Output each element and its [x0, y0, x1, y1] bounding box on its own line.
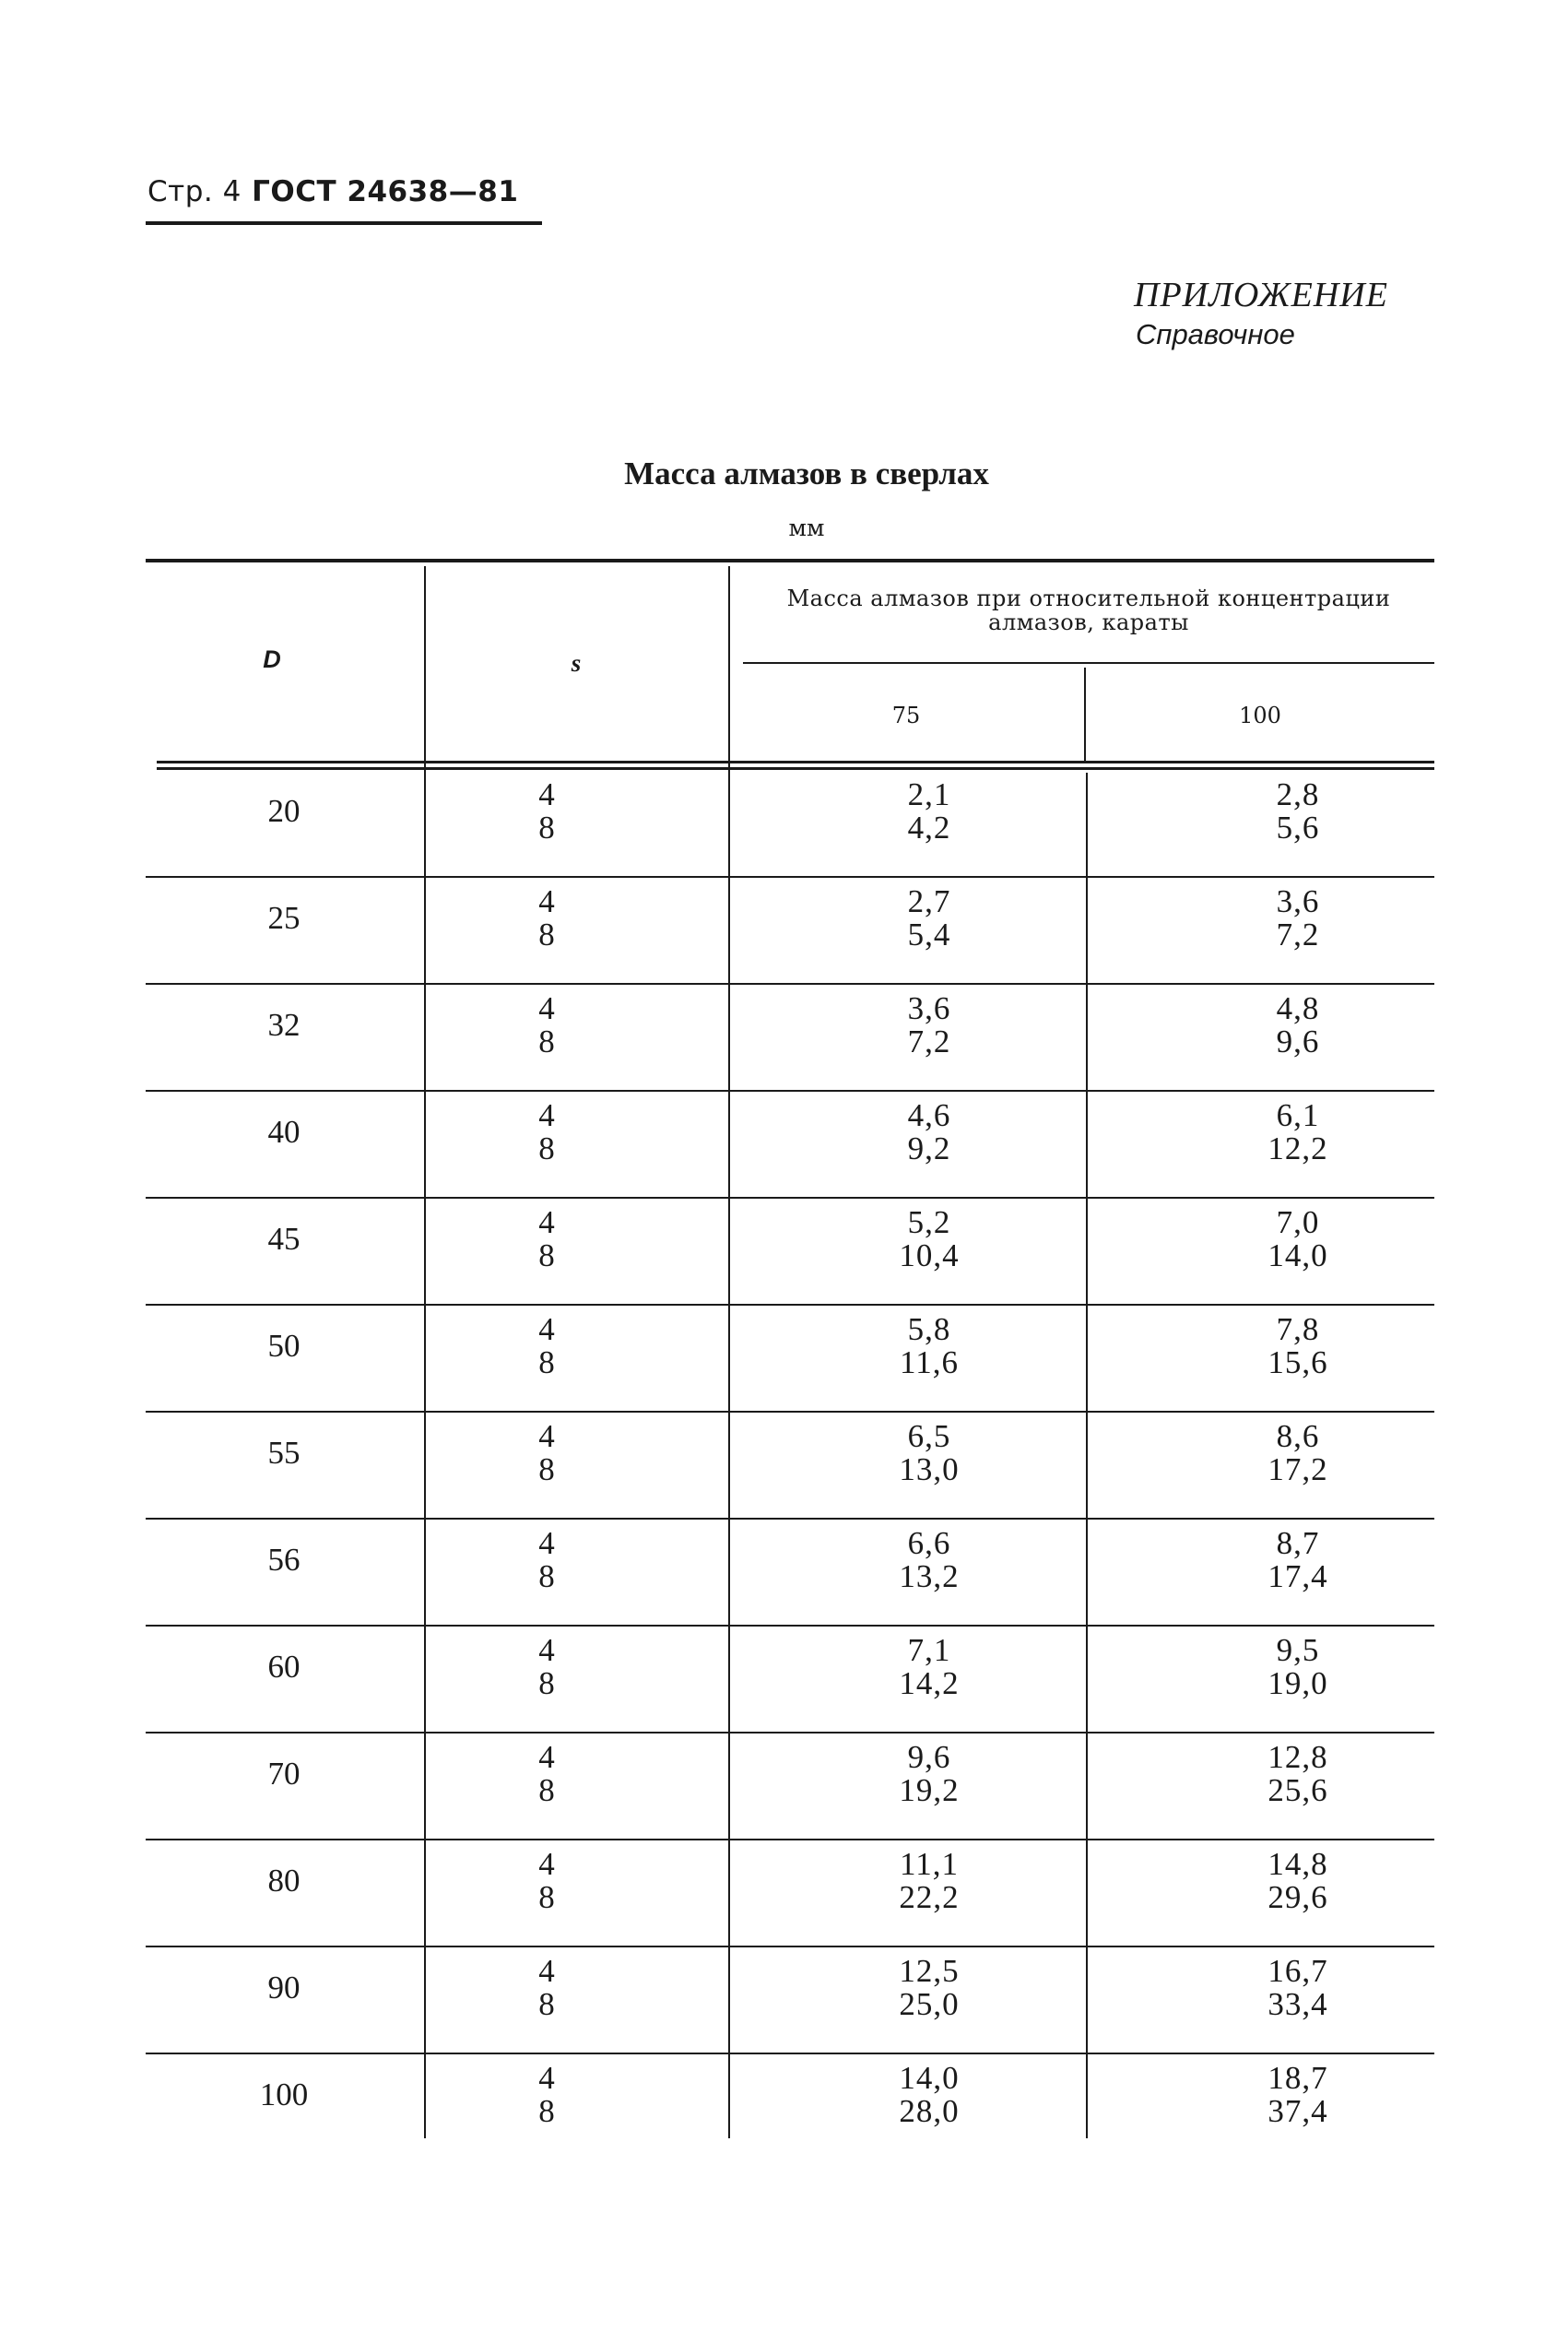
cell-mass-100	[1197, 1206, 1399, 1272]
cell-s-value: 4	[538, 1739, 555, 1775]
cell-mass-75	[828, 1313, 1031, 1379]
table-row	[146, 1092, 1434, 1199]
cell-d: 80	[267, 1863, 301, 1899]
cell-mass-value: 8,6	[1276, 1418, 1320, 1454]
cell-mass-value: 6,6	[907, 1525, 951, 1561]
cell-mass-value: 7,2	[907, 1024, 951, 1059]
cell-mass-100	[1197, 1741, 1399, 1807]
table-row	[146, 771, 1434, 878]
cell-s-value: 8	[538, 917, 555, 953]
cell-mass-100	[1197, 1313, 1399, 1379]
cell-s-value: 4	[538, 1311, 555, 1347]
cell-mass-value: 28,0	[899, 2093, 960, 2129]
cell-mass-value: 37,4	[1267, 2093, 1328, 2129]
appendix-subtitle: Справочное	[1136, 318, 1295, 350]
cell-mass-value: 5,4	[907, 917, 951, 953]
cell-d: 60	[267, 1649, 301, 1685]
standard-number: ГОСТ 24638—81	[252, 175, 519, 208]
cell-s	[524, 2062, 570, 2128]
header-subdivider	[743, 662, 1434, 664]
cell-s	[524, 778, 570, 845]
cell-d: 32	[267, 1007, 301, 1043]
cell-mass-value: 4,8	[1276, 990, 1320, 1026]
cell-mass-75	[828, 1848, 1031, 1914]
cell-d: 45	[267, 1221, 301, 1257]
table-row	[146, 2054, 1434, 2161]
cell-mass-value: 6,1	[1276, 1097, 1320, 1133]
cell-s	[524, 1420, 570, 1486]
table-row	[146, 1840, 1434, 1947]
cell-mass-100	[1197, 992, 1399, 1059]
cell-s	[524, 885, 570, 952]
cell-mass-value: 2,7	[907, 883, 951, 919]
cell-mass-100	[1197, 1955, 1399, 2021]
cell-mass-value: 19,0	[1267, 1665, 1328, 1701]
header-mass-line: алмазов, караты	[988, 609, 1189, 635]
cell-mass-value: 14,0	[899, 2060, 960, 2096]
table-row	[146, 1306, 1434, 1413]
header-mass-line: Масса алмазов при относительной концентрации	[786, 586, 1391, 611]
cell-s-value: 4	[538, 2060, 555, 2096]
cell-mass-value: 13,0	[899, 1451, 960, 1487]
cell-mass-value: 9,5	[1276, 1632, 1320, 1668]
cell-mass-value: 17,4	[1267, 1558, 1328, 1594]
cell-d: 70	[267, 1756, 301, 1792]
cell-mass-value: 16,7	[1267, 1953, 1328, 1989]
cell-mass-value: 14,8	[1267, 1846, 1328, 1882]
cell-s-value: 8	[538, 1237, 555, 1273]
header-col-100: 100	[1239, 703, 1281, 728]
cell-mass-100	[1197, 1099, 1399, 1166]
table-row	[146, 985, 1434, 1092]
cell-s-value: 8	[538, 1344, 555, 1380]
cell-mass-value: 17,2	[1267, 1451, 1328, 1487]
cell-mass-75	[828, 1099, 1031, 1166]
cell-mass-value: 12,2	[1267, 1130, 1328, 1166]
cell-mass-value: 12,8	[1267, 1739, 1328, 1775]
cell-s-value: 4	[538, 1525, 555, 1561]
table-title: Масса алмазов в сверлах	[624, 456, 989, 491]
cell-s-value: 4	[538, 1097, 555, 1133]
cell-mass-value: 14,2	[899, 1665, 960, 1701]
cell-mass-value: 11,1	[900, 1846, 959, 1882]
table-row	[146, 1733, 1434, 1840]
cell-mass-value: 18,7	[1267, 2060, 1328, 2096]
cell-s-value: 4	[538, 1846, 555, 1882]
header-col-75: 75	[891, 703, 921, 728]
cell-mass-100	[1197, 778, 1399, 845]
cell-mass-100	[1197, 1527, 1399, 1593]
table-row	[146, 878, 1434, 985]
cell-mass-value: 9,6	[907, 1739, 951, 1775]
cell-mass-value: 25,6	[1267, 1772, 1328, 1808]
header-mass-group	[743, 586, 1434, 634]
cell-mass-value: 2,1	[907, 776, 951, 812]
cell-d: 25	[267, 900, 301, 936]
cell-s	[524, 1848, 570, 1914]
cell-mass-100	[1197, 1420, 1399, 1486]
cell-mass-75	[828, 1741, 1031, 1807]
cell-mass-value: 3,6	[1276, 883, 1320, 919]
cell-s	[524, 1634, 570, 1700]
cell-mass-value: 7,2	[1276, 917, 1320, 953]
cell-s	[524, 1313, 570, 1379]
cell-d: 20	[267, 793, 301, 829]
cell-mass-value: 25,0	[899, 1986, 960, 2022]
header-rule	[146, 221, 542, 225]
cell-s	[524, 1955, 570, 2021]
cell-d: 100	[259, 2077, 309, 2112]
cell-mass-100	[1197, 2062, 1399, 2128]
header-d: D	[263, 645, 281, 673]
cell-mass-value: 9,2	[907, 1130, 951, 1166]
header-double-rule	[157, 761, 1434, 763]
table-row	[146, 1627, 1434, 1733]
cell-d: 56	[267, 1542, 301, 1578]
cell-mass-75	[828, 1420, 1031, 1486]
table-unit: мм	[788, 515, 825, 541]
cell-s-value: 4	[538, 1632, 555, 1668]
cell-s-value: 8	[538, 1451, 555, 1487]
cell-mass-100	[1197, 1848, 1399, 1914]
cell-s	[524, 1741, 570, 1807]
cell-mass-value: 7,8	[1276, 1311, 1320, 1347]
table-row	[146, 1413, 1434, 1520]
cell-mass-75	[828, 885, 1031, 952]
cell-mass-value: 19,2	[899, 1772, 960, 1808]
cell-mass-value: 10,4	[899, 1237, 960, 1273]
cell-d: 40	[267, 1114, 301, 1150]
cell-mass-75	[828, 992, 1031, 1059]
cell-s-value: 8	[538, 2093, 555, 2129]
table-row	[146, 1520, 1434, 1627]
cell-s-value: 8	[538, 1986, 555, 2022]
page-header	[147, 175, 518, 208]
cell-mass-75	[828, 1527, 1031, 1593]
cell-mass-value: 5,2	[907, 1204, 951, 1240]
cell-s	[524, 1527, 570, 1593]
cell-mass-value: 5,6	[1276, 810, 1320, 846]
cell-mass-value: 4,2	[907, 810, 951, 846]
cell-s-value: 8	[538, 1772, 555, 1808]
cell-mass-100	[1197, 1634, 1399, 1700]
cell-d: 50	[267, 1328, 301, 1364]
table-row	[146, 1947, 1434, 2054]
cell-mass-value: 22,2	[899, 1879, 960, 1915]
cell-s-value: 4	[538, 1204, 555, 1240]
cell-d: 90	[267, 1970, 301, 2006]
header-double-rule	[157, 767, 1434, 770]
table-row	[146, 1199, 1434, 1306]
cell-mass-value: 15,6	[1267, 1344, 1328, 1380]
cell-s-value: 4	[538, 883, 555, 919]
cell-s-value: 4	[538, 1953, 555, 1989]
cell-mass-75	[828, 2062, 1031, 2128]
cell-s-value: 8	[538, 1879, 555, 1915]
header-s: s	[571, 649, 582, 677]
cell-mass-value: 9,6	[1276, 1024, 1320, 1059]
cell-mass-value: 33,4	[1267, 1986, 1328, 2022]
cell-mass-value: 14,0	[1267, 1237, 1328, 1273]
cell-s	[524, 1206, 570, 1272]
cell-s	[524, 1099, 570, 1166]
cell-mass-value: 29,6	[1267, 1879, 1328, 1915]
cell-s-value: 8	[538, 1130, 555, 1166]
appendix-title: ПРИЛОЖЕНИЕ	[1134, 276, 1388, 314]
cell-s-value: 8	[538, 1558, 555, 1594]
cell-mass-100	[1197, 885, 1399, 952]
cell-mass-value: 2,8	[1276, 776, 1320, 812]
cell-mass-75	[828, 1634, 1031, 1700]
cell-s	[524, 992, 570, 1059]
cell-mass-75	[828, 1955, 1031, 2021]
cell-mass-value: 5,8	[907, 1311, 951, 1347]
cell-mass-value: 8,7	[1276, 1525, 1320, 1561]
table-top-rule	[146, 559, 1434, 562]
cell-mass-value: 3,6	[907, 990, 951, 1026]
cell-mass-75	[828, 1206, 1031, 1272]
cell-mass-value: 7,0	[1276, 1204, 1320, 1240]
cell-s-value: 4	[538, 776, 555, 812]
cell-mass-value: 4,6	[907, 1097, 951, 1133]
cell-mass-value: 7,1	[907, 1632, 951, 1668]
cell-mass-value: 11,6	[900, 1344, 959, 1380]
cell-mass-value: 12,5	[899, 1953, 960, 1989]
cell-mass-value: 6,5	[907, 1418, 951, 1454]
cell-s-value: 8	[538, 1024, 555, 1059]
cell-mass-value: 13,2	[899, 1558, 960, 1594]
cell-s-value: 4	[538, 990, 555, 1026]
cell-mass-75	[828, 778, 1031, 845]
cell-s-value: 8	[538, 810, 555, 846]
page-number: Стр. 4	[147, 175, 242, 208]
cell-s-value: 4	[538, 1418, 555, 1454]
cell-d: 55	[267, 1435, 301, 1471]
cell-s-value: 8	[538, 1665, 555, 1701]
